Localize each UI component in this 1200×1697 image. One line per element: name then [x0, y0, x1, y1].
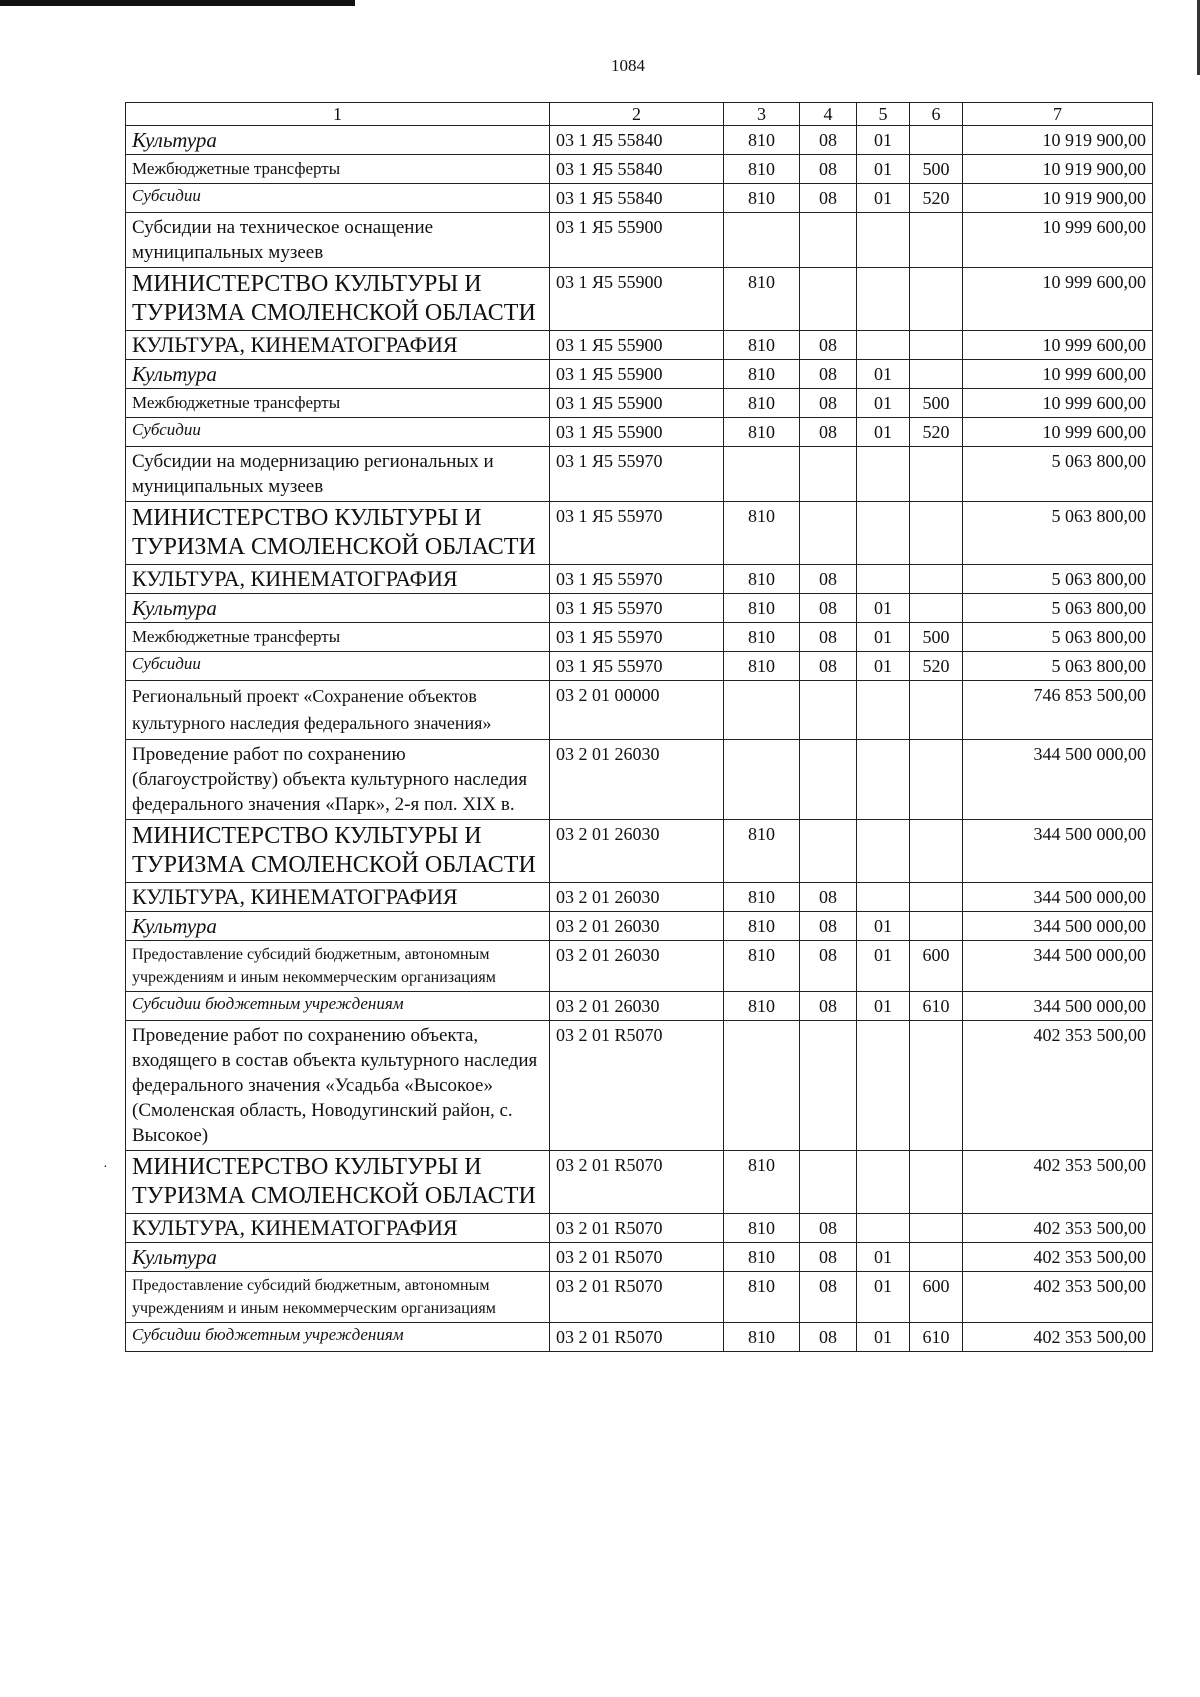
column-number-row: [126, 103, 1153, 126]
table-row: [126, 447, 1153, 502]
table-row: [126, 681, 1153, 740]
ministry-code: [724, 213, 800, 268]
expense-type-code: [910, 740, 963, 820]
amount: 5 063 800,00: [963, 623, 1153, 652]
section-code: 08: [800, 992, 857, 1021]
table-body: [126, 126, 1153, 1352]
subsection-code: [857, 268, 910, 331]
page-number: 1084: [611, 56, 645, 75]
amount: 10 919 900,00: [963, 155, 1153, 184]
table-row: [126, 565, 1153, 594]
ministry-code: 810: [724, 502, 800, 565]
table-row: [126, 213, 1153, 268]
expense-type-code: 610: [910, 1323, 963, 1352]
table-row: [126, 623, 1153, 652]
target-article-code: 03 2 01 R5070: [550, 1151, 724, 1214]
amount: 5 063 800,00: [963, 652, 1153, 681]
table-row: [126, 418, 1153, 447]
ministry-code: [724, 681, 800, 740]
ministry-code: 810: [724, 912, 800, 941]
row-name: Культура: [126, 126, 550, 155]
amount: 5 063 800,00: [963, 502, 1153, 565]
column-number: 5: [857, 103, 910, 126]
expense-type-code: 520: [910, 184, 963, 213]
expense-type-code: 520: [910, 652, 963, 681]
row-name: МИНИСТЕРСТВО КУЛЬТУРЫ И ТУРИЗМА СМОЛЕНСКОЙ ОБЛАСТИ: [126, 502, 550, 565]
section-code: [800, 213, 857, 268]
amount: 746 853 500,00: [963, 681, 1153, 740]
subsection-code: [857, 820, 910, 883]
amount: 10 999 600,00: [963, 331, 1153, 360]
target-article-code: 03 2 01 26030: [550, 941, 724, 992]
target-article-code: 03 1 Я5 55970: [550, 565, 724, 594]
section-code: 08: [800, 126, 857, 155]
ministry-code: 810: [724, 992, 800, 1021]
expense-type-code: [910, 1151, 963, 1214]
row-name: Субсидии бюджетным учреждениям: [126, 1323, 550, 1352]
column-number: 2: [550, 103, 724, 126]
section-code: 08: [800, 1243, 857, 1272]
section-code: 08: [800, 389, 857, 418]
section-code: 08: [800, 1323, 857, 1352]
table-row: [126, 268, 1153, 331]
section-code: [800, 740, 857, 820]
section-code: 08: [800, 941, 857, 992]
ministry-code: 810: [724, 1151, 800, 1214]
amount: 10 919 900,00: [963, 126, 1153, 155]
target-article-code: 03 2 01 26030: [550, 883, 724, 912]
expense-type-code: 500: [910, 389, 963, 418]
table-row: [126, 1151, 1153, 1214]
target-article-code: 03 1 Я5 55970: [550, 447, 724, 502]
column-number: 1: [126, 103, 550, 126]
ministry-code: 810: [724, 418, 800, 447]
subsection-code: [857, 213, 910, 268]
expense-type-code: [910, 681, 963, 740]
row-name: Культура: [126, 912, 550, 941]
row-name: Проведение работ по сохранению (благоустройству) объекта культурного наследия федерального значения «Парк», 2-я пол. XIX в.: [126, 740, 550, 820]
target-article-code: 03 1 Я5 55840: [550, 184, 724, 213]
row-name: Культура: [126, 1243, 550, 1272]
section-code: [800, 681, 857, 740]
subsection-code: 01: [857, 652, 910, 681]
ministry-code: 810: [724, 360, 800, 389]
row-name: МИНИСТЕРСТВО КУЛЬТУРЫ И ТУРИЗМА СМОЛЕНСКОЙ ОБЛАСТИ: [126, 268, 550, 331]
table-row: [126, 126, 1153, 155]
subsection-code: 01: [857, 623, 910, 652]
column-number: 6: [910, 103, 963, 126]
scan-speck: ·: [103, 1160, 108, 1175]
amount: 10 999 600,00: [963, 213, 1153, 268]
section-code: [800, 502, 857, 565]
table-row: [126, 820, 1153, 883]
subsection-code: [857, 740, 910, 820]
budget-table: [125, 102, 1153, 1352]
row-name: Проведение работ по сохранению объекта, входящего в состав объекта культурного наследия федерального значения «Усадьба «Высокое» (Смоленская область, Новодугинский район, с. Высокое): [126, 1021, 550, 1151]
section-code: 08: [800, 184, 857, 213]
subsection-code: 01: [857, 126, 910, 155]
ministry-code: 810: [724, 1272, 800, 1323]
row-name: Субсидии бюджетным учреждениям: [126, 992, 550, 1021]
expense-type-code: 600: [910, 1272, 963, 1323]
subsection-code: 01: [857, 155, 910, 184]
ministry-code: 810: [724, 623, 800, 652]
amount: 5 063 800,00: [963, 565, 1153, 594]
table-row: [126, 883, 1153, 912]
amount: 402 353 500,00: [963, 1323, 1153, 1352]
ministry-code: 810: [724, 331, 800, 360]
target-article-code: 03 1 Я5 55840: [550, 126, 724, 155]
amount: 5 063 800,00: [963, 594, 1153, 623]
amount: 10 919 900,00: [963, 184, 1153, 213]
row-name: Субсидии: [126, 652, 550, 681]
target-article-code: 03 2 01 R5070: [550, 1323, 724, 1352]
subsection-code: 01: [857, 992, 910, 1021]
ministry-code: 810: [724, 652, 800, 681]
amount: 344 500 000,00: [963, 912, 1153, 941]
amount: 344 500 000,00: [963, 740, 1153, 820]
expense-type-code: [910, 126, 963, 155]
expense-type-code: [910, 331, 963, 360]
amount: 402 353 500,00: [963, 1243, 1153, 1272]
table-row: [126, 1323, 1153, 1352]
subsection-code: [857, 1021, 910, 1151]
table-row: [126, 1214, 1153, 1243]
table-row: [126, 912, 1153, 941]
ministry-code: 810: [724, 155, 800, 184]
section-code: 08: [800, 883, 857, 912]
subsection-code: [857, 1151, 910, 1214]
table-row: [126, 1243, 1153, 1272]
target-article-code: 03 2 01 R5070: [550, 1214, 724, 1243]
target-article-code: 03 1 Я5 55970: [550, 594, 724, 623]
row-name: Региональный проект «Сохранение объектов культурного наследия федерального значения»: [126, 681, 550, 740]
expense-type-code: [910, 1243, 963, 1272]
ministry-code: 810: [724, 1243, 800, 1272]
subsection-code: [857, 883, 910, 912]
ministry-code: 810: [724, 389, 800, 418]
ministry-code: 810: [724, 565, 800, 594]
section-code: 08: [800, 360, 857, 389]
target-article-code: 03 2 01 00000: [550, 681, 724, 740]
row-name: КУЛЬТУРА, КИНЕМАТОГРАФИЯ: [126, 331, 550, 360]
amount: 10 999 600,00: [963, 268, 1153, 331]
target-article-code: 03 2 01 R5070: [550, 1243, 724, 1272]
expense-type-code: [910, 912, 963, 941]
amount: 344 500 000,00: [963, 820, 1153, 883]
subsection-code: 01: [857, 1243, 910, 1272]
target-article-code: 03 2 01 R5070: [550, 1021, 724, 1151]
subsection-code: [857, 681, 910, 740]
section-code: 08: [800, 565, 857, 594]
table-row: [126, 740, 1153, 820]
target-article-code: 03 2 01 26030: [550, 992, 724, 1021]
table-row: [126, 652, 1153, 681]
section-code: [800, 268, 857, 331]
expense-type-code: 600: [910, 941, 963, 992]
row-name: Субсидии: [126, 418, 550, 447]
row-name: Субсидии на техническое оснащение муниципальных музеев: [126, 213, 550, 268]
target-article-code: 03 1 Я5 55900: [550, 331, 724, 360]
column-number: 3: [724, 103, 800, 126]
ministry-code: 810: [724, 126, 800, 155]
row-name: Культура: [126, 360, 550, 389]
subsection-code: 01: [857, 418, 910, 447]
amount: 344 500 000,00: [963, 883, 1153, 912]
amount: 402 353 500,00: [963, 1151, 1153, 1214]
expense-type-code: [910, 213, 963, 268]
section-code: 08: [800, 1214, 857, 1243]
row-name: Межбюджетные трансферты: [126, 623, 550, 652]
target-article-code: 03 1 Я5 55840: [550, 155, 724, 184]
row-name: Межбюджетные трансферты: [126, 389, 550, 418]
table-row: [126, 155, 1153, 184]
table-row: [126, 1021, 1153, 1151]
scan-top-bar: [0, 0, 355, 6]
table-row: [126, 1272, 1153, 1323]
row-name: Субсидии: [126, 184, 550, 213]
subsection-code: [857, 1214, 910, 1243]
target-article-code: 03 2 01 26030: [550, 912, 724, 941]
expense-type-code: [910, 268, 963, 331]
section-code: 08: [800, 594, 857, 623]
subsection-code: 01: [857, 1272, 910, 1323]
ministry-code: 810: [724, 820, 800, 883]
target-article-code: 03 1 Я5 55900: [550, 389, 724, 418]
column-number: 4: [800, 103, 857, 126]
target-article-code: 03 1 Я5 55900: [550, 268, 724, 331]
section-code: 08: [800, 155, 857, 184]
amount: 344 500 000,00: [963, 941, 1153, 992]
expense-type-code: [910, 502, 963, 565]
target-article-code: 03 1 Я5 55900: [550, 213, 724, 268]
row-name: КУЛЬТУРА, КИНЕМАТОГРАФИЯ: [126, 1214, 550, 1243]
expense-type-code: [910, 360, 963, 389]
section-code: 08: [800, 623, 857, 652]
row-name: КУЛЬТУРА, КИНЕМАТОГРАФИЯ: [126, 883, 550, 912]
subsection-code: [857, 331, 910, 360]
ministry-code: 810: [724, 594, 800, 623]
subsection-code: 01: [857, 389, 910, 418]
amount: 344 500 000,00: [963, 992, 1153, 1021]
ministry-code: 810: [724, 1214, 800, 1243]
subsection-code: 01: [857, 594, 910, 623]
table-row: [126, 331, 1153, 360]
subsection-code: [857, 565, 910, 594]
target-article-code: 03 1 Я5 55900: [550, 418, 724, 447]
ministry-code: 810: [724, 1323, 800, 1352]
expense-type-code: 500: [910, 155, 963, 184]
row-name: Субсидии на модернизацию региональных и муниципальных музеев: [126, 447, 550, 502]
target-article-code: 03 1 Я5 55970: [550, 502, 724, 565]
amount: 5 063 800,00: [963, 447, 1153, 502]
section-code: [800, 820, 857, 883]
section-code: [800, 447, 857, 502]
row-name: МИНИСТЕРСТВО КУЛЬТУРЫ И ТУРИЗМА СМОЛЕНСКОЙ ОБЛАСТИ: [126, 1151, 550, 1214]
section-code: 08: [800, 331, 857, 360]
column-number: 7: [963, 103, 1153, 126]
section-code: [800, 1151, 857, 1214]
subsection-code: 01: [857, 941, 910, 992]
row-name: Предоставление субсидий бюджетным, автономным учреждениям и иным некоммерческим организациям: [126, 1272, 550, 1323]
subsection-code: 01: [857, 1323, 910, 1352]
expense-type-code: [910, 883, 963, 912]
row-name: Культура: [126, 594, 550, 623]
section-code: 08: [800, 1272, 857, 1323]
expense-type-code: [910, 1021, 963, 1151]
subsection-code: [857, 502, 910, 565]
target-article-code: 03 1 Я5 55970: [550, 652, 724, 681]
target-article-code: 03 2 01 R5070: [550, 1272, 724, 1323]
ministry-code: [724, 740, 800, 820]
target-article-code: 03 1 Я5 55900: [550, 360, 724, 389]
expense-type-code: 520: [910, 418, 963, 447]
expense-type-code: 610: [910, 992, 963, 1021]
section-code: 08: [800, 418, 857, 447]
table-row: [126, 184, 1153, 213]
section-code: [800, 1021, 857, 1151]
row-name: Межбюджетные трансферты: [126, 155, 550, 184]
amount: 402 353 500,00: [963, 1214, 1153, 1243]
table-row: [126, 360, 1153, 389]
amount: 402 353 500,00: [963, 1272, 1153, 1323]
subsection-code: [857, 447, 910, 502]
amount: 402 353 500,00: [963, 1021, 1153, 1151]
row-name: МИНИСТЕРСТВО КУЛЬТУРЫ И ТУРИЗМА СМОЛЕНСКОЙ ОБЛАСТИ: [126, 820, 550, 883]
target-article-code: 03 1 Я5 55970: [550, 623, 724, 652]
subsection-code: 01: [857, 912, 910, 941]
expense-type-code: [910, 594, 963, 623]
amount: 10 999 600,00: [963, 360, 1153, 389]
expense-type-code: [910, 820, 963, 883]
table-row: [126, 594, 1153, 623]
row-name: Предоставление субсидий бюджетным, автономным учреждениям и иным некоммерческим организациям: [126, 941, 550, 992]
target-article-code: 03 2 01 26030: [550, 740, 724, 820]
table-row: [126, 992, 1153, 1021]
subsection-code: 01: [857, 360, 910, 389]
section-code: 08: [800, 652, 857, 681]
row-name: КУЛЬТУРА, КИНЕМАТОГРАФИЯ: [126, 565, 550, 594]
expense-type-code: [910, 1214, 963, 1243]
ministry-code: 810: [724, 883, 800, 912]
amount: 10 999 600,00: [963, 389, 1153, 418]
ministry-code: 810: [724, 268, 800, 331]
subsection-code: 01: [857, 184, 910, 213]
expense-type-code: 500: [910, 623, 963, 652]
target-article-code: 03 2 01 26030: [550, 820, 724, 883]
expense-type-code: [910, 565, 963, 594]
expense-type-code: [910, 447, 963, 502]
amount: 10 999 600,00: [963, 418, 1153, 447]
ministry-code: [724, 1021, 800, 1151]
table-row: [126, 502, 1153, 565]
section-code: 08: [800, 912, 857, 941]
ministry-code: [724, 447, 800, 502]
ministry-code: 810: [724, 184, 800, 213]
ministry-code: 810: [724, 941, 800, 992]
table-row: [126, 389, 1153, 418]
table-row: [126, 941, 1153, 992]
